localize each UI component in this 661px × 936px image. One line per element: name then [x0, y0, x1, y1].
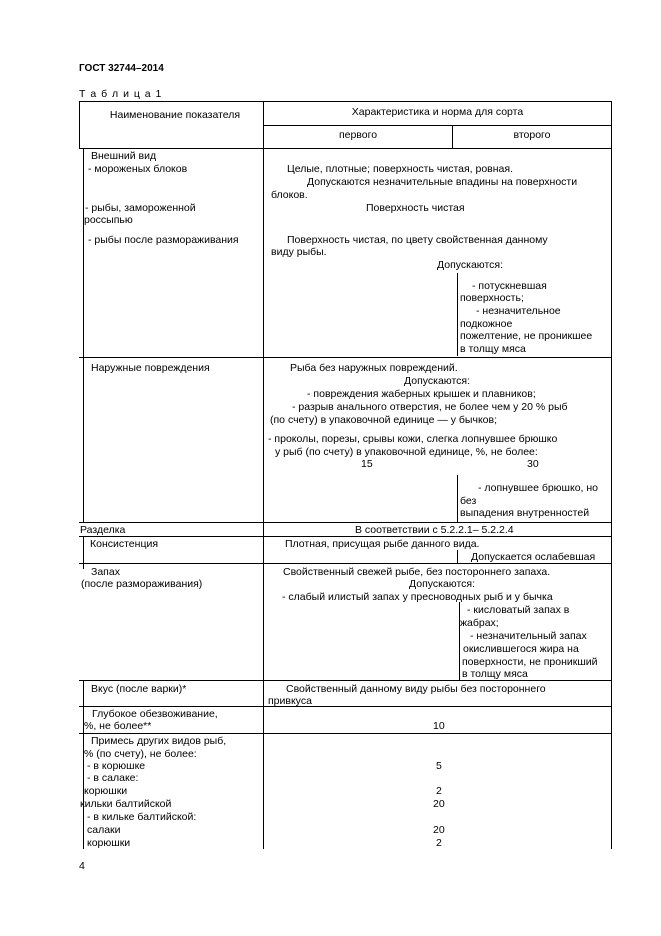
value-text: 20: [433, 824, 445, 836]
first-grade-value: 15: [361, 458, 373, 470]
row-name: Примесь других видов рыб,: [91, 735, 227, 747]
row-name: % (по счету), не более:: [84, 748, 197, 760]
value-text: 5: [436, 760, 442, 772]
second-grade-text: выпадения внутренностей: [460, 507, 590, 519]
value-text: Плотная, присущая рыбе данного вида.: [285, 538, 480, 550]
value-text: Поверхность чистая, по цвету свойственная данному: [287, 234, 548, 246]
row-subname: кильки балтийской: [80, 798, 172, 810]
value-text: Целые, плотные; поверхность чистая, ровная.: [287, 163, 513, 175]
row-subname: корюшки: [84, 785, 128, 797]
row-name: Вкус (после варки)*: [91, 683, 187, 695]
value-text: Поверхность чистая: [366, 202, 465, 214]
value-text: Рыба без наружных повреждений.: [290, 362, 458, 374]
second-grade-text: - потускневшая: [472, 280, 547, 292]
value-text: (по счету) в упаковочной единице — у бычков;: [270, 414, 497, 426]
value-text: - разрыв анального отверстия, не более чем у 20 % рыб: [292, 401, 568, 413]
row-subname: - рыбы, замороженной: [85, 202, 196, 214]
value-text: 2: [436, 837, 442, 849]
value-text: Свойственный данному виду рыбы без постороннего: [286, 683, 546, 695]
second-grade-text: в толщу мяса: [460, 343, 526, 355]
second-grade-text: пожелтение, не проникшее: [460, 330, 593, 342]
column-header-characteristic: Характеристика и норма для сорта: [351, 106, 524, 118]
value-text: у рыб (по счету) в упаковочной единице, %, не более:: [275, 446, 538, 458]
second-grade-text: - кисловатый запах в: [467, 604, 570, 616]
second-grade-text: поверхности, не проникший: [462, 656, 598, 668]
row-name: %, не более**: [84, 720, 152, 732]
value-text: - проколы, порезы, срывы кожи, слегка лопнувшее брюшко: [268, 433, 558, 445]
second-grade-text: - лопнувшее брюшко, но: [478, 482, 599, 494]
row-subname: - в кильке балтийской:: [87, 811, 197, 823]
row-subname: - рыбы после размораживания: [88, 234, 239, 246]
row-name: Наружные повреждения: [91, 362, 210, 374]
value-text: - слабый илистый запах у пресноводных рыб и у бычка: [282, 591, 553, 603]
row-name: Глубокое обезвоживание,: [92, 708, 218, 720]
value-text: виду рыбы.: [271, 246, 327, 258]
row-name: (после размораживания): [81, 578, 203, 590]
value-text: Допускаются:: [409, 578, 475, 590]
column-header-first: первого: [338, 129, 378, 141]
value-text: Допускаются незначительные впадины на поверхности: [307, 176, 578, 188]
table-label: Т а б л и ц а 1: [79, 88, 163, 100]
value-text: блоков.: [271, 189, 308, 201]
second-grade-text: - незначительный запах: [470, 630, 587, 642]
value-text: Допускаются:: [404, 375, 470, 387]
second-grade-text: Допускается ослабевшая: [471, 551, 596, 563]
value-text: 10: [433, 720, 445, 732]
value-text: - повреждения жаберных крышек и плавников;: [307, 388, 536, 400]
value-text: 2: [436, 785, 442, 797]
second-grade-text: без: [460, 495, 477, 507]
second-grade-text: - незначительное: [476, 305, 561, 317]
row-name: Внешний вид: [91, 150, 157, 162]
row-subname: россыпью: [84, 214, 133, 226]
row-subname: - мороженых блоков: [88, 163, 188, 175]
value-text: Допускаются:: [437, 259, 503, 271]
row-name: Запах: [91, 566, 120, 578]
second-grade-text: поверхность;: [460, 292, 524, 304]
second-grade-value: 30: [527, 458, 539, 470]
row-subname: - в салаке:: [87, 772, 139, 784]
value-text: 20: [433, 798, 445, 810]
column-header-second: второго: [513, 129, 551, 141]
value-text: привкуса: [268, 695, 312, 707]
column-header-name: Наименование показателя: [109, 109, 241, 121]
row-name: Консистенция: [90, 538, 159, 550]
row-subname: - в корюшке: [87, 760, 146, 772]
standard-header: ГОСТ 32744–2014: [79, 63, 164, 74]
second-grade-text: в толщу мяса: [462, 668, 528, 680]
value-text: Свойственный свежей рыбе, без постороннего запаха.: [283, 566, 551, 578]
row-name: Разделка: [80, 524, 126, 536]
row-subname: салаки: [87, 824, 121, 836]
page-number: 4: [79, 860, 85, 872]
row-subname: корюшки: [87, 837, 131, 849]
second-grade-text: подкожное: [460, 318, 513, 330]
value-text: В соответствии с 5.2.2.1– 5.2.2.4: [355, 524, 514, 536]
second-grade-text: окислившегося жира на: [463, 643, 579, 655]
second-grade-text: жабрах;: [460, 617, 499, 629]
